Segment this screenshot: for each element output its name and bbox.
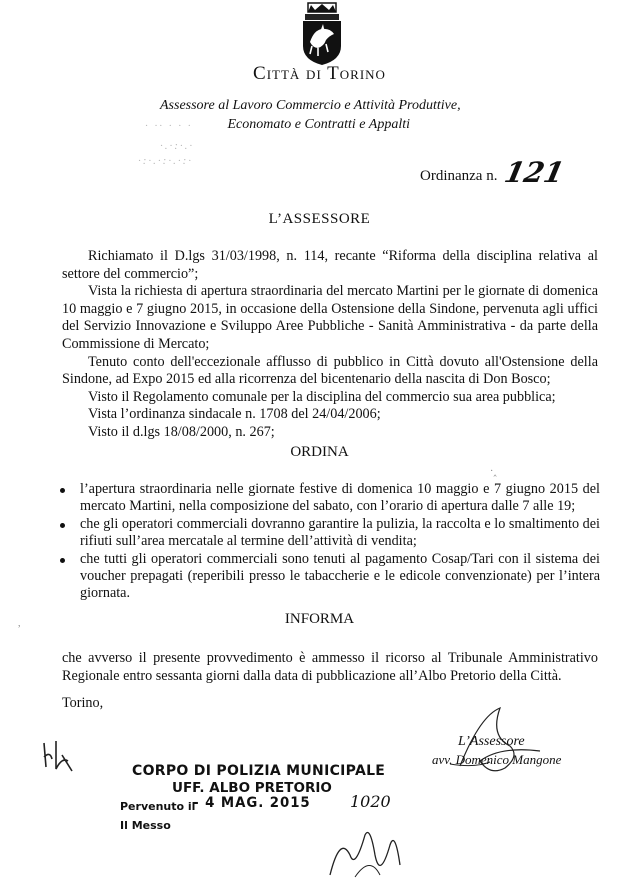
stamp-received-label: Pervenuto il bbox=[120, 800, 196, 813]
ordinance-label: Ordinanza n. bbox=[420, 168, 498, 184]
premises-block bbox=[62, 248, 598, 442]
messenger-signature-icon bbox=[320, 815, 420, 885]
stamp-line-1: CORPO DI POLIZIA MUNICIPALE bbox=[132, 763, 386, 779]
premise-paragraph: Visto il Regolamento comunale per la disciplina del commercio sua area pubblica; bbox=[88, 388, 556, 405]
scan-speck: , bbox=[18, 618, 21, 629]
orders-list bbox=[60, 481, 600, 603]
city-crest-icon bbox=[296, 2, 348, 66]
order-item: che gli operatori commerciali dovranno garantire la pulizia, la raccolta e lo smaltimento dei rifiuti sull’area mercatale al termine dell’attività di vendita; bbox=[60, 516, 600, 551]
ordinance-number: 121 bbox=[501, 156, 567, 189]
scan-speck: ·‸ bbox=[490, 466, 497, 477]
stamp-messenger-label: Il Messo bbox=[120, 819, 171, 832]
heading-ordina: ORDINA bbox=[290, 444, 349, 460]
premise-paragraph: Visto il d.lgs 18/08/2000, n. 267; bbox=[88, 423, 275, 440]
premise-paragraph: Vista l’ordinanza sindacale n. 1708 del 24/04/2006; bbox=[88, 406, 381, 423]
department-line-1: Assessore al Lavoro Commercio e Attività Produttive, bbox=[160, 98, 461, 113]
stamp-received-date: - 4 MAG. 2015 bbox=[193, 795, 311, 811]
premise-paragraph: Tenuto conto dell'eccezionale afflusso di pubblico in Città dovuto all'Ostensione della Sindone, ad Expo 2015 ed alla ricorrenza del bicentenario della nascita di Don Bosco; bbox=[62, 353, 598, 388]
signatory-title: L’Assessore bbox=[458, 734, 525, 749]
stamp-protocol-number: 1020 bbox=[350, 792, 391, 811]
order-item: che tutti gli operatori commerciali sono tenuti al pagamento Cosap/Tari con il sistema dei voucher prepagati (reperibili presso le tabaccherie e le edicole convenzionate) per l’intera giornata. bbox=[60, 551, 600, 603]
heading-informa: INFORMA bbox=[284, 611, 355, 627]
stamp-line-2: UFF. ALBO PRETORIO bbox=[172, 780, 332, 796]
premise-paragraph: Vista la richiesta di apertura straordinaria del mercato Martini per le giornate di domenica 10 maggio e 7 giugno 2015, in occasione della Ostensione della Sindone, pervenuta agli uffici del Servizio Innovazione e Sviluppo Aree Pubbliche - Sanità Amministrativa - da parte della Commissione di Mercato; bbox=[62, 283, 598, 352]
scan-smudge: ·.·:·.· bbox=[160, 140, 195, 152]
scan-smudge: · ·· · · · bbox=[145, 120, 193, 132]
order-item: l’apertura straordinaria nelle giornate festive di domenica 10 maggio e 7 giugno 2015 del mercato Martini, nella composizione del sabato, con l’orario di apertura dalle 7 alle 19; bbox=[60, 481, 600, 516]
signatory-name: avv. Domenico Mangone bbox=[432, 752, 562, 767]
handwritten-initials-icon bbox=[40, 737, 80, 775]
place-line: Torino, bbox=[62, 695, 104, 711]
scan-smudge: ·:·.·:·.·:· bbox=[138, 155, 193, 167]
city-title: Città di Torino bbox=[253, 63, 386, 84]
inform-paragraph: che avverso il presente provvedimento è ammesso il ricorso al Tribunale Amministrativo Regionale entro sessanta giorni dalla data di pubblicazione all’Albo Pretorio della Città. bbox=[62, 650, 598, 684]
heading-assessore: L’ASSESSORE bbox=[268, 211, 371, 227]
department-line-2: Economato e Contratti e Appalti bbox=[227, 117, 410, 132]
premise-paragraph: Richiamato il D.lgs 31/03/1998, n. 114, recante “Riforma della disciplina relativa al settore del commercio”; bbox=[62, 248, 598, 282]
